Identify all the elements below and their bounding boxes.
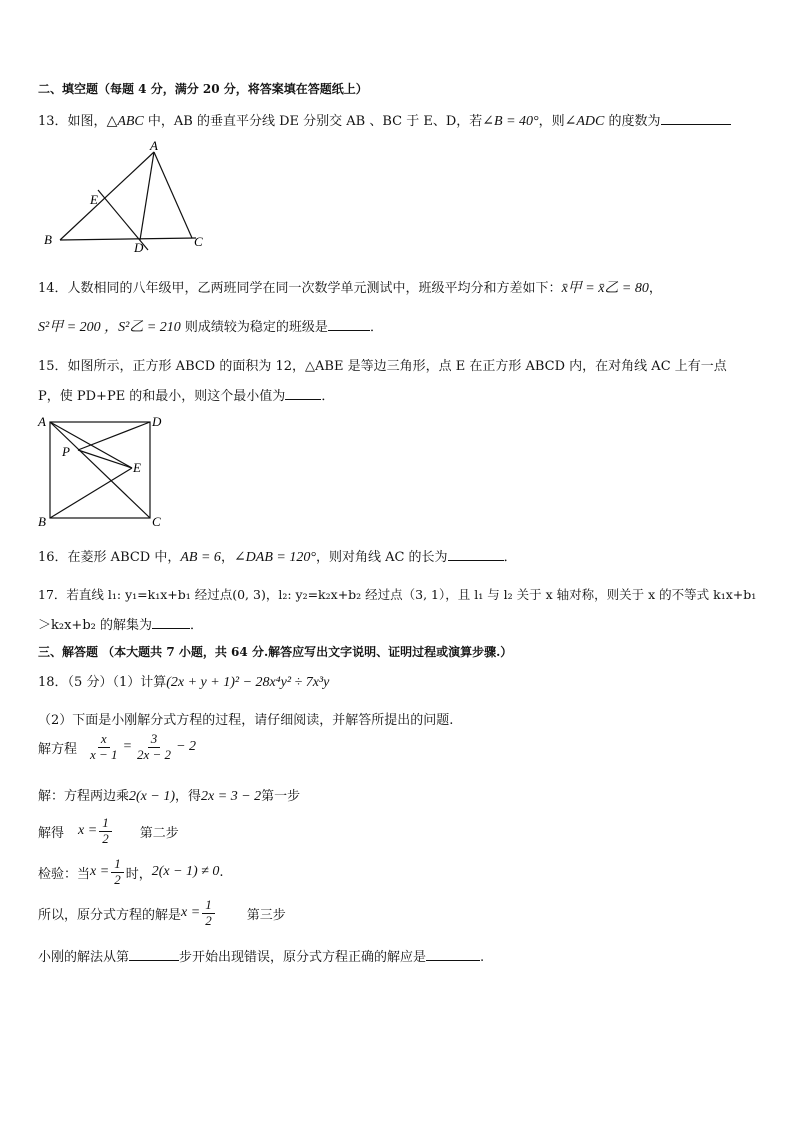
question-14-line2 [38, 316, 383, 336]
punctuation: ． [369, 320, 383, 335]
numerator: 1 [111, 857, 124, 873]
fraction-half [202, 898, 215, 929]
math-expression: ∠DAB = 120° [233, 550, 316, 565]
math-expression: − 2 [176, 739, 197, 755]
question-text: ＞k₂x+b₂ 的解集为 [38, 618, 152, 633]
question-text: 人数相同的八年级甲，乙两班同学在同一次数学单元测试中，班级平均分和方差如下： [67, 281, 562, 296]
math-expression: x̄甲 = x̄乙 = 80 [561, 281, 649, 296]
label-d: D [134, 240, 144, 254]
math-expression: x = [181, 905, 201, 921]
answer-blank [285, 387, 321, 400]
label-e: E [90, 192, 98, 207]
question-text: 所以，原分式方程的解是 [38, 907, 182, 923]
segment-pd [78, 422, 150, 450]
math-expression: x = [90, 864, 110, 880]
segment-be [50, 468, 132, 518]
question-number: 15． [38, 359, 68, 374]
punctuation: ． [503, 550, 517, 565]
question-15 [38, 355, 727, 374]
answer-blank [426, 948, 480, 961]
conclusion-line [38, 898, 286, 929]
punctuation: ． [189, 618, 203, 633]
question-text: 解方程 [38, 741, 78, 757]
label-c: C [152, 514, 161, 529]
final-question [38, 946, 484, 965]
math-expression: (2x + y + 1)² − 28x⁴y² ÷ 7x³y [166, 675, 330, 690]
segment-bc [60, 238, 196, 240]
question-text: 小刚的解法从第 [38, 950, 130, 965]
step-label: 第一步 [261, 789, 301, 804]
answer-blank [328, 318, 370, 331]
question-14 [38, 277, 662, 297]
question-text: 如图， [67, 114, 107, 129]
equation-line [38, 732, 196, 763]
punctuation: ． [321, 389, 335, 404]
question-text: ，则对角线 AC 的长为 [315, 550, 448, 565]
math-expression: x = [78, 823, 98, 839]
question-number: 13． [38, 114, 68, 129]
label-e: E [133, 460, 141, 475]
question-number: 14． [38, 281, 68, 296]
step-2 [38, 816, 179, 847]
triangle-figure [36, 138, 216, 254]
section-heading: 三、解答题 （本大题共 7 小题，共 64 分.解答应写出文字说明、证明过程或演算步骤.） [38, 645, 513, 659]
label-p: P [62, 444, 70, 459]
label-d: D [152, 414, 162, 429]
question-text: 则成绩较为稳定的班级是 [180, 320, 328, 335]
question-18 [38, 671, 329, 691]
label-a: A [38, 414, 46, 429]
numerator: 3 [148, 732, 161, 748]
step-1 [38, 785, 300, 805]
question-number: 18． [38, 675, 68, 690]
numerator: 1 [99, 816, 112, 832]
math-expression: AB = 6 [180, 550, 221, 565]
denominator: 2x − 2 [137, 746, 172, 762]
question-16 [38, 546, 517, 566]
question-number: 17． [38, 587, 67, 602]
question-17 [38, 585, 756, 603]
question-text: P，使 PD+PE 的和最小，则这个最小值为 [38, 389, 286, 404]
square-figure [36, 412, 176, 530]
question-text: （5 分）（1）计算 [67, 675, 167, 690]
math-expression: 2x = 3 − 2 [201, 789, 262, 804]
question-text: 时， [125, 866, 152, 882]
segment-ad [140, 152, 154, 240]
question-text: 如图所示，正方形 ABCD 的面积为 12，△ABE 是等边三角形，点 E 在正方形 ABCD 内，在对角线 AC 上有一点 [67, 359, 727, 374]
segment-ba [60, 152, 154, 240]
label-a: A [150, 138, 158, 153]
step-label: 第二步 [139, 825, 179, 841]
question-text: ， [648, 281, 662, 296]
question-text: 步开始出现错误，原分式方程正确的解应是 [179, 950, 427, 965]
math-expression: 2(x − 1) ≠ 0 [151, 864, 220, 880]
fraction [87, 732, 121, 763]
answer-blank [448, 548, 504, 561]
numerator: x [98, 732, 110, 748]
punctuation: . [219, 864, 224, 880]
step-label: 第三步 [246, 907, 286, 923]
question-text: ， [220, 550, 234, 565]
label-b: B [38, 514, 46, 529]
math-expression: ∠B = 40° [482, 114, 539, 129]
math-expression: = [122, 739, 133, 755]
question-text: 在菱形 ABCD 中， [67, 550, 181, 565]
question-text: 若直线 l₁: y₁=k₁x+b₁ 经过点(0, 3)，l₂: y₂=k₂x+b₂ 经过点（3, 1），且 l₁ 与 l₂ 关于 x 轴对称，则关于 x 的不等式 k₁x+b₁ [66, 587, 757, 602]
question-text: 中，AB 的垂直平分线 DE 分别交 AB 、BC 于 E、D，若 [143, 114, 483, 129]
fraction [134, 732, 174, 763]
question-number: 16． [38, 550, 68, 565]
math-expression: △ABC [106, 114, 144, 129]
check-line [38, 857, 224, 888]
question-text: ，得 [175, 789, 202, 804]
denominator: 2 [102, 830, 109, 846]
fraction-half [111, 857, 124, 888]
math-expression: S²甲 = 200 ，S²乙 = 210 [38, 320, 181, 335]
denominator: x − 1 [90, 746, 118, 762]
label-c: C [194, 234, 203, 249]
answer-blank [661, 112, 731, 125]
punctuation: . [480, 950, 485, 965]
section-heading: 二、填空题（每题 4 分，满分 20 分，将答案填在答题纸上） [38, 82, 368, 96]
question-18-part2: （2）下面是小刚解分式方程的过程，请仔细阅读，并解答所提出的问题. [38, 713, 454, 728]
label-b: B [44, 232, 52, 247]
math-expression: 2(x − 1) [129, 789, 176, 804]
question-text: 的度数为 [604, 114, 661, 129]
question-text: 解：方程两边乘 [38, 789, 130, 804]
question-13 [38, 110, 731, 130]
math-expression: ∠ADC [564, 114, 605, 129]
question-text: 解得 [38, 825, 65, 841]
answer-blank [152, 616, 190, 629]
denominator: 2 [114, 871, 121, 887]
question-15-line2 [38, 385, 334, 404]
segment-ac [154, 152, 192, 238]
answer-blank [129, 948, 179, 961]
question-text: 检验：当 [38, 866, 91, 882]
denominator: 2 [205, 912, 212, 928]
question-text: ，则 [538, 114, 565, 129]
question-17-line2 [38, 614, 203, 633]
fraction-half [99, 816, 112, 847]
numerator: 1 [202, 898, 215, 914]
